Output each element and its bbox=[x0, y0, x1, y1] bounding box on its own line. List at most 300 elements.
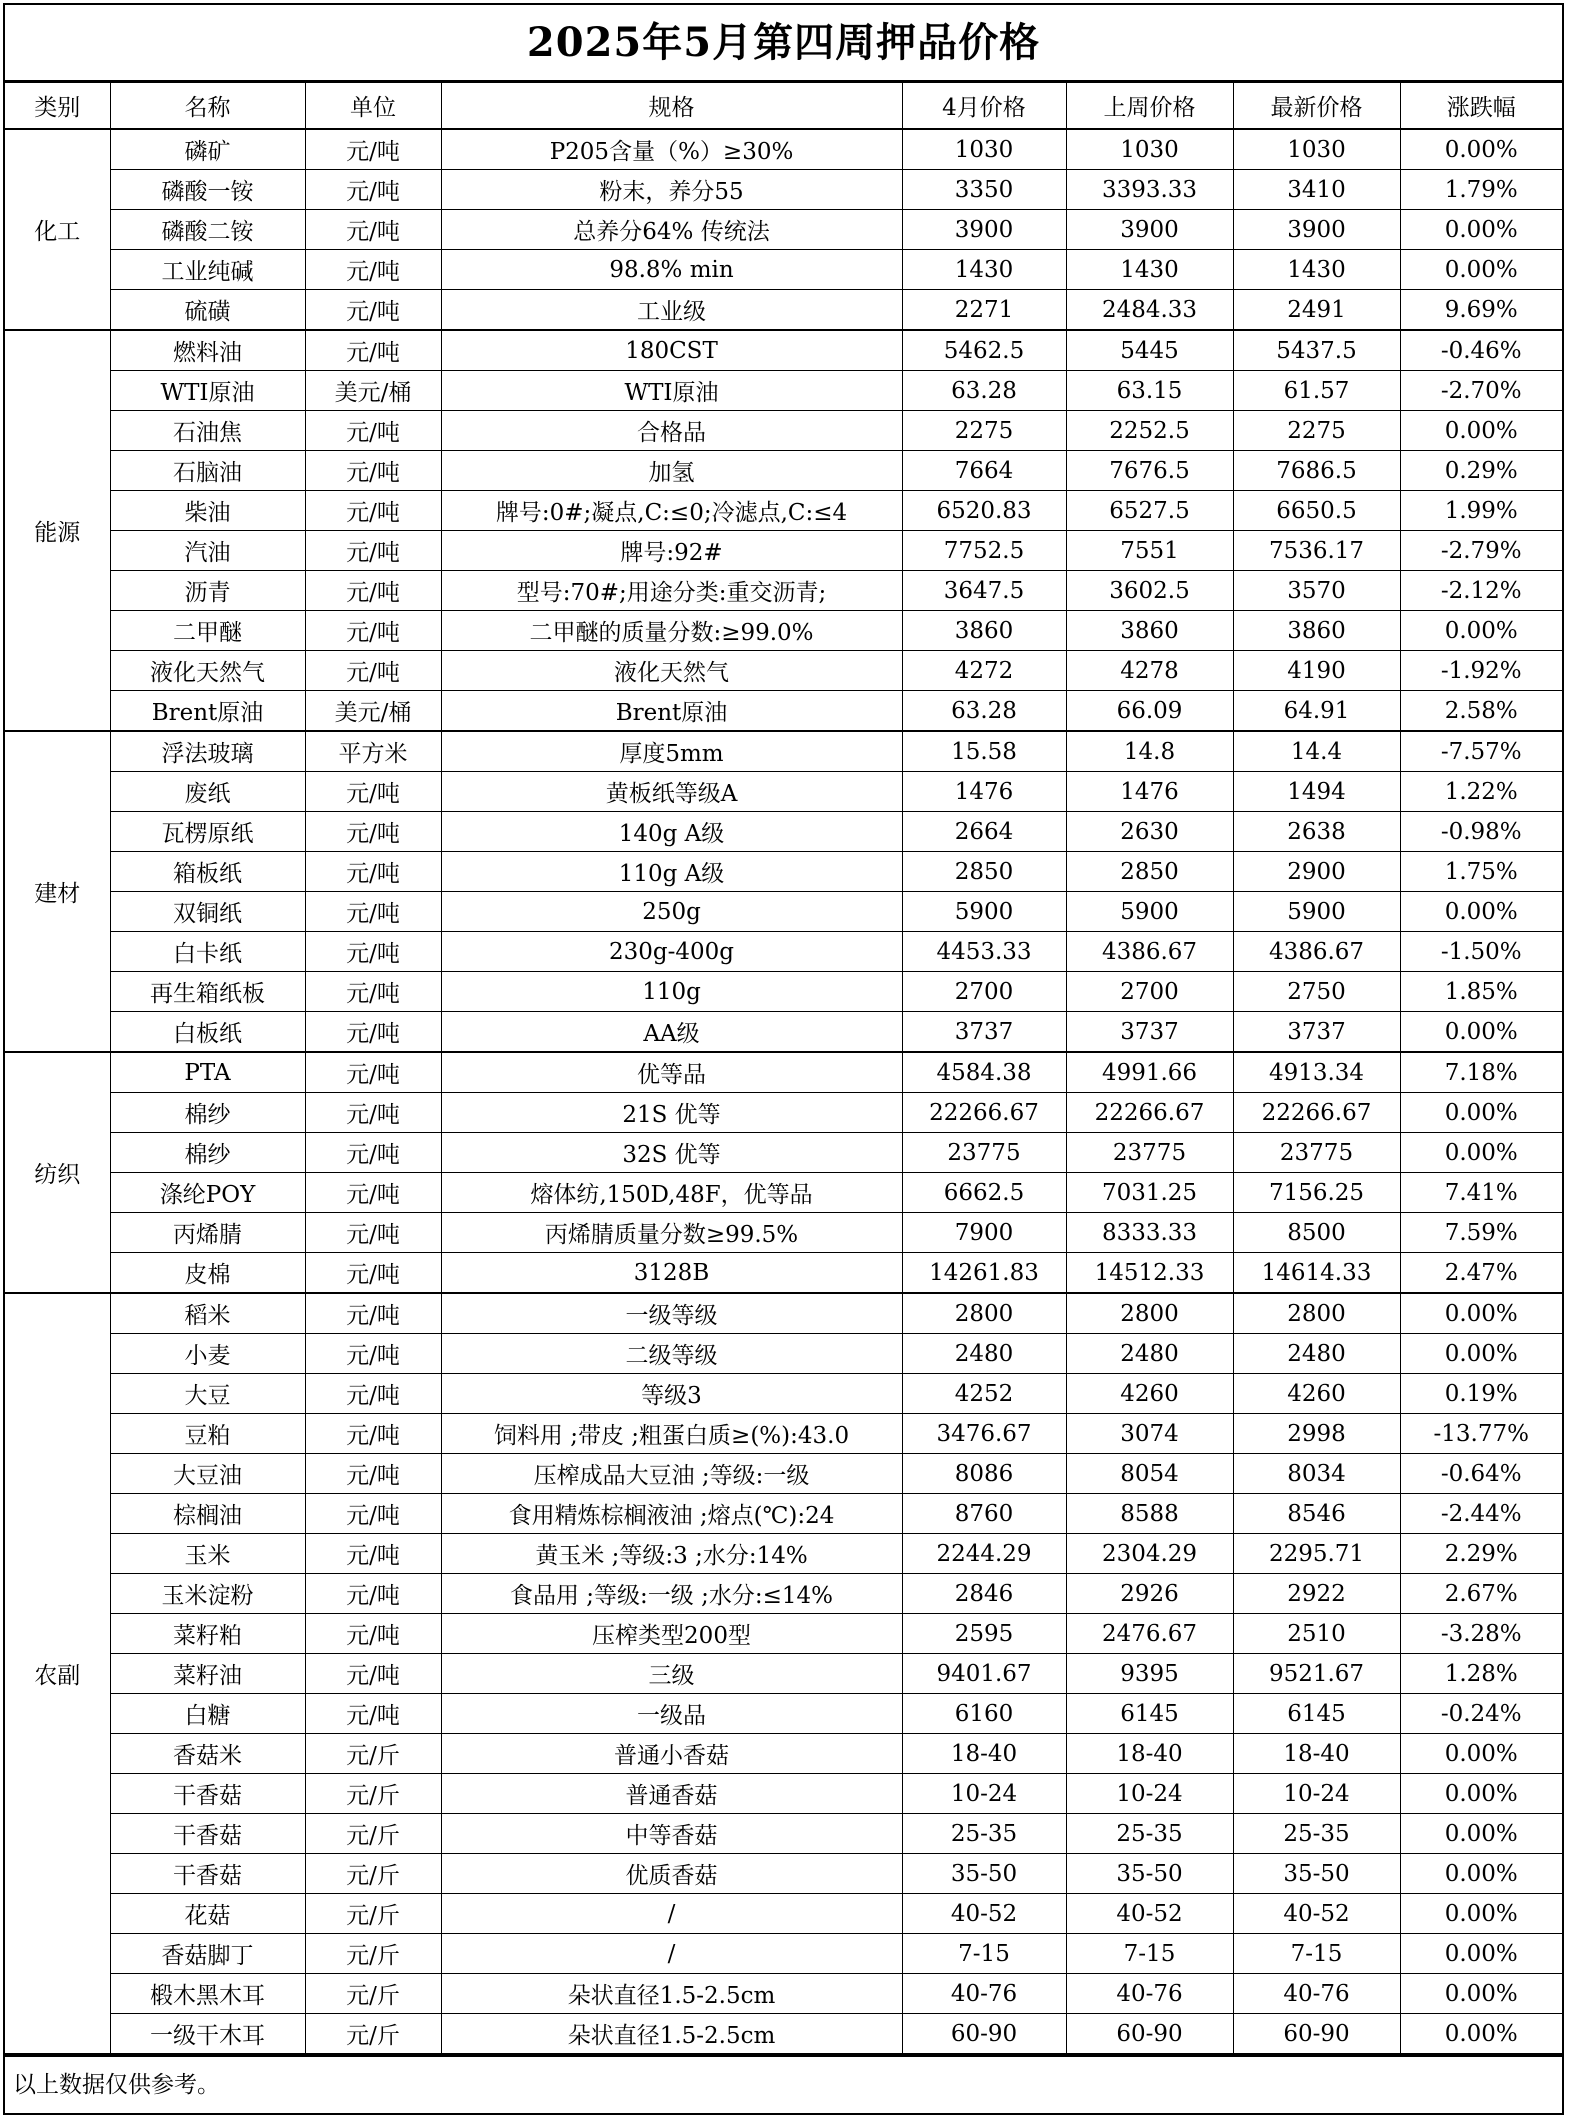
table-row bbox=[5, 812, 1562, 852]
latest-price-cell: 3860 bbox=[1233, 611, 1400, 651]
name-cell: 瓦楞原纸 bbox=[110, 812, 305, 852]
table-row bbox=[5, 1614, 1562, 1654]
change-cell: 0.00% bbox=[1400, 611, 1562, 651]
last-week-price-cell: 23775 bbox=[1066, 1133, 1233, 1173]
header-last-week-price: 上周价格 bbox=[1066, 83, 1233, 130]
april-price-cell: 63.28 bbox=[902, 691, 1066, 732]
change-cell: 1.28% bbox=[1400, 1654, 1562, 1694]
change-cell: -3.28% bbox=[1400, 1614, 1562, 1654]
table-row bbox=[5, 129, 1562, 170]
april-price-cell: 8760 bbox=[902, 1494, 1066, 1534]
unit-cell: 元/吨 bbox=[305, 129, 441, 170]
table-row bbox=[5, 651, 1562, 691]
last-week-price-cell: 6527.5 bbox=[1066, 491, 1233, 531]
latest-price-cell: 2900 bbox=[1233, 852, 1400, 892]
april-price-cell: 1476 bbox=[902, 772, 1066, 812]
name-cell: 燃料油 bbox=[110, 330, 305, 371]
latest-price-cell: 2275 bbox=[1233, 411, 1400, 451]
change-cell: 1.22% bbox=[1400, 772, 1562, 812]
latest-price-cell: 4190 bbox=[1233, 651, 1400, 691]
unit-cell: 元/吨 bbox=[305, 932, 441, 972]
name-cell: 工业纯碱 bbox=[110, 250, 305, 290]
name-cell: 大豆 bbox=[110, 1374, 305, 1414]
last-week-price-cell: 9395 bbox=[1066, 1654, 1233, 1694]
last-week-price-cell: 8333.33 bbox=[1066, 1213, 1233, 1253]
table-row bbox=[5, 330, 1562, 371]
change-cell: -2.44% bbox=[1400, 1494, 1562, 1534]
last-week-price-cell: 40-76 bbox=[1066, 1974, 1233, 2014]
table-row bbox=[5, 852, 1562, 892]
name-cell: 菜籽粕 bbox=[110, 1614, 305, 1654]
unit-cell: 平方米 bbox=[305, 731, 441, 772]
last-week-price-cell: 2630 bbox=[1066, 812, 1233, 852]
latest-price-cell: 2922 bbox=[1233, 1574, 1400, 1614]
unit-cell: 元/吨 bbox=[305, 812, 441, 852]
spec-cell: 总养分64% 传统法 bbox=[441, 210, 902, 250]
unit-cell: 元/吨 bbox=[305, 1133, 441, 1173]
april-price-cell: 10-24 bbox=[902, 1774, 1066, 1814]
name-cell: 干香菇 bbox=[110, 1774, 305, 1814]
change-cell: 0.00% bbox=[1400, 1093, 1562, 1133]
unit-cell: 元/斤 bbox=[305, 1974, 441, 2014]
name-cell: 椴木黑木耳 bbox=[110, 1974, 305, 2014]
spec-cell: 牌号:0#;凝点,C:≤0;冷滤点,C:≤4 bbox=[441, 491, 902, 531]
latest-price-cell: 2480 bbox=[1233, 1334, 1400, 1374]
unit-cell: 元/吨 bbox=[305, 1454, 441, 1494]
april-price-cell: 3900 bbox=[902, 210, 1066, 250]
april-price-cell: 4584.38 bbox=[902, 1052, 1066, 1093]
unit-cell: 元/吨 bbox=[305, 290, 441, 331]
spec-cell: 一级等级 bbox=[441, 1293, 902, 1334]
spec-cell: AA级 bbox=[441, 1012, 902, 1053]
change-cell: 0.00% bbox=[1400, 1854, 1562, 1894]
last-week-price-cell: 63.15 bbox=[1066, 371, 1233, 411]
unit-cell: 元/吨 bbox=[305, 250, 441, 290]
table-row bbox=[5, 972, 1562, 1012]
april-price-cell: 9401.67 bbox=[902, 1654, 1066, 1694]
unit-cell: 元/斤 bbox=[305, 1814, 441, 1854]
april-price-cell: 2800 bbox=[902, 1293, 1066, 1334]
latest-price-cell: 5437.5 bbox=[1233, 330, 1400, 371]
change-cell: 0.00% bbox=[1400, 250, 1562, 290]
latest-price-cell: 7536.17 bbox=[1233, 531, 1400, 571]
last-week-price-cell: 66.09 bbox=[1066, 691, 1233, 732]
last-week-price-cell: 2700 bbox=[1066, 972, 1233, 1012]
unit-cell: 元/斤 bbox=[305, 1894, 441, 1934]
change-cell: -7.57% bbox=[1400, 731, 1562, 772]
spec-cell: 型号:70#;用途分类:重交沥青; bbox=[441, 571, 902, 611]
table-row bbox=[5, 1534, 1562, 1574]
change-cell: -0.64% bbox=[1400, 1454, 1562, 1494]
latest-price-cell: 23775 bbox=[1233, 1133, 1400, 1173]
spec-cell: 180CST bbox=[441, 330, 902, 371]
april-price-cell: 5462.5 bbox=[902, 330, 1066, 371]
latest-price-cell: 3570 bbox=[1233, 571, 1400, 611]
last-week-price-cell: 4991.66 bbox=[1066, 1052, 1233, 1093]
spec-cell: 优质香菇 bbox=[441, 1854, 902, 1894]
change-cell: 0.00% bbox=[1400, 411, 1562, 451]
spec-cell: 加氢 bbox=[441, 451, 902, 491]
name-cell: 皮棉 bbox=[110, 1253, 305, 1294]
change-cell: 0.00% bbox=[1400, 1894, 1562, 1934]
latest-price-cell: 4386.67 bbox=[1233, 932, 1400, 972]
spec-cell: 中等香菇 bbox=[441, 1814, 902, 1854]
last-week-price-cell: 10-24 bbox=[1066, 1774, 1233, 1814]
price-table bbox=[5, 82, 1562, 2055]
unit-cell: 元/吨 bbox=[305, 451, 441, 491]
april-price-cell: 40-76 bbox=[902, 1974, 1066, 2014]
april-price-cell: 23775 bbox=[902, 1133, 1066, 1173]
last-week-price-cell: 5445 bbox=[1066, 330, 1233, 371]
name-cell: 棕榈油 bbox=[110, 1494, 305, 1534]
unit-cell: 元/吨 bbox=[305, 170, 441, 210]
change-cell: 0.00% bbox=[1400, 892, 1562, 932]
spec-cell: Brent原油 bbox=[441, 691, 902, 732]
latest-price-cell: 14.4 bbox=[1233, 731, 1400, 772]
latest-price-cell: 6650.5 bbox=[1233, 491, 1400, 531]
last-week-price-cell: 2850 bbox=[1066, 852, 1233, 892]
latest-price-cell: 6145 bbox=[1233, 1694, 1400, 1734]
change-cell: 0.00% bbox=[1400, 1934, 1562, 1974]
spec-cell: 98.8% min bbox=[441, 250, 902, 290]
spec-cell: 液化天然气 bbox=[441, 651, 902, 691]
unit-cell: 元/吨 bbox=[305, 1052, 441, 1093]
last-week-price-cell: 2800 bbox=[1066, 1293, 1233, 1334]
april-price-cell: 6520.83 bbox=[902, 491, 1066, 531]
table-row bbox=[5, 571, 1562, 611]
unit-cell: 元/斤 bbox=[305, 1934, 441, 1974]
spec-cell: 食品用 ;等级:一级 ;水分:≤14% bbox=[441, 1574, 902, 1614]
table-row bbox=[5, 731, 1562, 772]
spec-cell: 朵状直径1.5-2.5cm bbox=[441, 2014, 902, 2055]
name-cell: 石脑油 bbox=[110, 451, 305, 491]
april-price-cell: 3860 bbox=[902, 611, 1066, 651]
header-latest-price: 最新价格 bbox=[1233, 83, 1400, 130]
table-row bbox=[5, 1494, 1562, 1534]
name-cell: 涤纶POY bbox=[110, 1173, 305, 1213]
table-row bbox=[5, 1894, 1562, 1934]
april-price-cell: 3476.67 bbox=[902, 1414, 1066, 1454]
change-cell: 0.00% bbox=[1400, 1133, 1562, 1173]
last-week-price-cell: 2252.5 bbox=[1066, 411, 1233, 451]
name-cell: PTA bbox=[110, 1052, 305, 1093]
table-row bbox=[5, 1213, 1562, 1253]
header-unit: 单位 bbox=[305, 83, 441, 130]
spec-cell: 三级 bbox=[441, 1654, 902, 1694]
name-cell: 白糖 bbox=[110, 1694, 305, 1734]
name-cell: 丙烯腈 bbox=[110, 1213, 305, 1253]
unit-cell: 元/吨 bbox=[305, 1574, 441, 1614]
april-price-cell: 4252 bbox=[902, 1374, 1066, 1414]
change-cell: 0.00% bbox=[1400, 1774, 1562, 1814]
last-week-price-cell: 1030 bbox=[1066, 129, 1233, 170]
last-week-price-cell: 1476 bbox=[1066, 772, 1233, 812]
change-cell: -0.98% bbox=[1400, 812, 1562, 852]
latest-price-cell: 1494 bbox=[1233, 772, 1400, 812]
unit-cell: 元/吨 bbox=[305, 772, 441, 812]
last-week-price-cell: 2480 bbox=[1066, 1334, 1233, 1374]
table-row bbox=[5, 1293, 1562, 1334]
latest-price-cell: 18-40 bbox=[1233, 1734, 1400, 1774]
april-price-cell: 3350 bbox=[902, 170, 1066, 210]
name-cell: 小麦 bbox=[110, 1334, 305, 1374]
spec-cell: / bbox=[441, 1934, 902, 1974]
april-price-cell: 6160 bbox=[902, 1694, 1066, 1734]
april-price-cell: 2846 bbox=[902, 1574, 1066, 1614]
last-week-price-cell: 2926 bbox=[1066, 1574, 1233, 1614]
unit-cell: 元/吨 bbox=[305, 1012, 441, 1053]
table-row bbox=[5, 772, 1562, 812]
april-price-cell: 1030 bbox=[902, 129, 1066, 170]
spec-cell: 优等品 bbox=[441, 1052, 902, 1093]
unit-cell: 元/吨 bbox=[305, 972, 441, 1012]
last-week-price-cell: 7676.5 bbox=[1066, 451, 1233, 491]
name-cell: 石油焦 bbox=[110, 411, 305, 451]
unit-cell: 元/斤 bbox=[305, 1854, 441, 1894]
table-row bbox=[5, 1012, 1562, 1053]
april-price-cell: 2595 bbox=[902, 1614, 1066, 1654]
change-cell: 0.00% bbox=[1400, 1334, 1562, 1374]
table-row bbox=[5, 1774, 1562, 1814]
unit-cell: 元/吨 bbox=[305, 1173, 441, 1213]
unit-cell: 元/斤 bbox=[305, 1734, 441, 1774]
latest-price-cell: 14614.33 bbox=[1233, 1253, 1400, 1294]
name-cell: 棉纱 bbox=[110, 1133, 305, 1173]
name-cell: Brent原油 bbox=[110, 691, 305, 732]
footnote: 以上数据仅供参考。 bbox=[5, 2055, 1562, 2113]
latest-price-cell: 4260 bbox=[1233, 1374, 1400, 1414]
spec-cell: 250g bbox=[441, 892, 902, 932]
unit-cell: 元/吨 bbox=[305, 1494, 441, 1534]
unit-cell: 元/吨 bbox=[305, 1614, 441, 1654]
name-cell: 白卡纸 bbox=[110, 932, 305, 972]
table-row bbox=[5, 691, 1562, 732]
name-cell: 白板纸 bbox=[110, 1012, 305, 1053]
spec-cell: P205含量（%）≥30% bbox=[441, 129, 902, 170]
april-price-cell: 7752.5 bbox=[902, 531, 1066, 571]
april-price-cell: 2275 bbox=[902, 411, 1066, 451]
category-cell: 农副 bbox=[5, 1293, 110, 2054]
spec-cell: WTI原油 bbox=[441, 371, 902, 411]
spec-cell: 饲料用 ;带皮 ;粗蛋白质≥(%):43.0 bbox=[441, 1414, 902, 1454]
last-week-price-cell: 1430 bbox=[1066, 250, 1233, 290]
latest-price-cell: 40-76 bbox=[1233, 1974, 1400, 2014]
spec-cell: 黄板纸等级A bbox=[441, 772, 902, 812]
april-price-cell: 7664 bbox=[902, 451, 1066, 491]
header-spec: 规格 bbox=[441, 83, 902, 130]
table-row bbox=[5, 1934, 1562, 1974]
table-row bbox=[5, 1694, 1562, 1734]
name-cell: 花菇 bbox=[110, 1894, 305, 1934]
unit-cell: 元/吨 bbox=[305, 1694, 441, 1734]
unit-cell: 元/吨 bbox=[305, 1213, 441, 1253]
latest-price-cell: 40-52 bbox=[1233, 1894, 1400, 1934]
spec-cell: 厚度5mm bbox=[441, 731, 902, 772]
unit-cell: 元/吨 bbox=[305, 411, 441, 451]
name-cell: 干香菇 bbox=[110, 1854, 305, 1894]
table-row bbox=[5, 531, 1562, 571]
change-cell: -2.70% bbox=[1400, 371, 1562, 411]
header-category: 类别 bbox=[5, 83, 110, 130]
change-cell: 0.00% bbox=[1400, 129, 1562, 170]
last-week-price-cell: 18-40 bbox=[1066, 1734, 1233, 1774]
change-cell: 1.75% bbox=[1400, 852, 1562, 892]
name-cell: 一级干木耳 bbox=[110, 2014, 305, 2055]
spec-cell: 21S 优等 bbox=[441, 1093, 902, 1133]
latest-price-cell: 1030 bbox=[1233, 129, 1400, 170]
latest-price-cell: 3737 bbox=[1233, 1012, 1400, 1053]
name-cell: 玉米 bbox=[110, 1534, 305, 1574]
april-price-cell: 60-90 bbox=[902, 2014, 1066, 2055]
last-week-price-cell: 6145 bbox=[1066, 1694, 1233, 1734]
table-row bbox=[5, 1374, 1562, 1414]
change-cell: -0.24% bbox=[1400, 1694, 1562, 1734]
last-week-price-cell: 3393.33 bbox=[1066, 170, 1233, 210]
april-price-cell: 25-35 bbox=[902, 1814, 1066, 1854]
april-price-cell: 3647.5 bbox=[902, 571, 1066, 611]
spec-cell: 牌号:92# bbox=[441, 531, 902, 571]
spec-cell: 黄玉米 ;等级:3 ;水分:14% bbox=[441, 1534, 902, 1574]
april-price-cell: 3737 bbox=[902, 1012, 1066, 1053]
april-price-cell: 4272 bbox=[902, 651, 1066, 691]
latest-price-cell: 7156.25 bbox=[1233, 1173, 1400, 1213]
table-row bbox=[5, 1814, 1562, 1854]
spec-cell: 食用精炼棕榈液油 ;熔点(℃):24 bbox=[441, 1494, 902, 1534]
change-cell: -1.92% bbox=[1400, 651, 1562, 691]
last-week-price-cell: 7551 bbox=[1066, 531, 1233, 571]
spec-cell: 粉末，养分55 bbox=[441, 170, 902, 210]
category-cell: 建材 bbox=[5, 731, 110, 1052]
change-cell: 0.19% bbox=[1400, 1374, 1562, 1414]
name-cell: 稻米 bbox=[110, 1293, 305, 1334]
spec-cell: 合格品 bbox=[441, 411, 902, 451]
spec-cell: 一级品 bbox=[441, 1694, 902, 1734]
unit-cell: 元/吨 bbox=[305, 611, 441, 651]
name-cell: 再生箱纸板 bbox=[110, 972, 305, 1012]
latest-price-cell: 3410 bbox=[1233, 170, 1400, 210]
unit-cell: 元/吨 bbox=[305, 1654, 441, 1694]
unit-cell: 元/吨 bbox=[305, 1374, 441, 1414]
latest-price-cell: 7686.5 bbox=[1233, 451, 1400, 491]
april-price-cell: 18-40 bbox=[902, 1734, 1066, 1774]
table-row bbox=[5, 1133, 1562, 1173]
april-price-cell: 22266.67 bbox=[902, 1093, 1066, 1133]
april-price-cell: 2244.29 bbox=[902, 1534, 1066, 1574]
last-week-price-cell: 4386.67 bbox=[1066, 932, 1233, 972]
change-cell: 2.47% bbox=[1400, 1253, 1562, 1294]
name-cell: 箱板纸 bbox=[110, 852, 305, 892]
last-week-price-cell: 8054 bbox=[1066, 1454, 1233, 1494]
latest-price-cell: 3900 bbox=[1233, 210, 1400, 250]
table-row bbox=[5, 1974, 1562, 2014]
table-row bbox=[5, 210, 1562, 250]
latest-price-cell: 61.57 bbox=[1233, 371, 1400, 411]
change-cell: -2.79% bbox=[1400, 531, 1562, 571]
change-cell: 2.29% bbox=[1400, 1534, 1562, 1574]
last-week-price-cell: 4260 bbox=[1066, 1374, 1233, 1414]
change-cell: -13.77% bbox=[1400, 1414, 1562, 1454]
latest-price-cell: 35-50 bbox=[1233, 1854, 1400, 1894]
last-week-price-cell: 14.8 bbox=[1066, 731, 1233, 772]
name-cell: 废纸 bbox=[110, 772, 305, 812]
april-price-cell: 2480 bbox=[902, 1334, 1066, 1374]
last-week-price-cell: 60-90 bbox=[1066, 2014, 1233, 2055]
latest-price-cell: 25-35 bbox=[1233, 1814, 1400, 1854]
table-row bbox=[5, 290, 1562, 331]
latest-price-cell: 2510 bbox=[1233, 1614, 1400, 1654]
spec-cell: 32S 优等 bbox=[441, 1133, 902, 1173]
last-week-price-cell: 25-35 bbox=[1066, 1814, 1233, 1854]
change-cell: 7.41% bbox=[1400, 1173, 1562, 1213]
latest-price-cell: 2800 bbox=[1233, 1293, 1400, 1334]
spec-cell: 二级等级 bbox=[441, 1334, 902, 1374]
april-price-cell: 2664 bbox=[902, 812, 1066, 852]
unit-cell: 元/吨 bbox=[305, 210, 441, 250]
name-cell: 液化天然气 bbox=[110, 651, 305, 691]
table-row bbox=[5, 371, 1562, 411]
name-cell: 香菇米 bbox=[110, 1734, 305, 1774]
latest-price-cell: 5900 bbox=[1233, 892, 1400, 932]
last-week-price-cell: 8588 bbox=[1066, 1494, 1233, 1534]
name-cell: 香菇脚丁 bbox=[110, 1934, 305, 1974]
unit-cell: 元/吨 bbox=[305, 1093, 441, 1133]
spec-cell: 朵状直径1.5-2.5cm bbox=[441, 1974, 902, 2014]
latest-price-cell: 4913.34 bbox=[1233, 1052, 1400, 1093]
change-cell: 0.00% bbox=[1400, 1974, 1562, 2014]
table-row bbox=[5, 1854, 1562, 1894]
latest-price-cell: 2638 bbox=[1233, 812, 1400, 852]
spec-cell: 110g A级 bbox=[441, 852, 902, 892]
change-cell: 1.79% bbox=[1400, 170, 1562, 210]
spec-cell: 压榨类型200型 bbox=[441, 1614, 902, 1654]
latest-price-cell: 9521.67 bbox=[1233, 1654, 1400, 1694]
spec-cell: / bbox=[441, 1894, 902, 1934]
latest-price-cell: 8500 bbox=[1233, 1213, 1400, 1253]
april-price-cell: 2271 bbox=[902, 290, 1066, 331]
spec-cell: 丙烯腈质量分数≥99.5% bbox=[441, 1213, 902, 1253]
last-week-price-cell: 5900 bbox=[1066, 892, 1233, 932]
latest-price-cell: 8546 bbox=[1233, 1494, 1400, 1534]
table-row bbox=[5, 611, 1562, 651]
latest-price-cell: 60-90 bbox=[1233, 2014, 1400, 2055]
april-price-cell: 7-15 bbox=[902, 1934, 1066, 1974]
last-week-price-cell: 2476.67 bbox=[1066, 1614, 1233, 1654]
latest-price-cell: 64.91 bbox=[1233, 691, 1400, 732]
header-april-price: 4月价格 bbox=[902, 83, 1066, 130]
april-price-cell: 63.28 bbox=[902, 371, 1066, 411]
latest-price-cell: 22266.67 bbox=[1233, 1093, 1400, 1133]
table-header-row bbox=[5, 83, 1562, 130]
unit-cell: 元/吨 bbox=[305, 1253, 441, 1294]
name-cell: 磷酸一铵 bbox=[110, 170, 305, 210]
april-price-cell: 14261.83 bbox=[902, 1253, 1066, 1294]
spec-cell: 熔体纺,150D,48F，优等品 bbox=[441, 1173, 902, 1213]
april-price-cell: 6662.5 bbox=[902, 1173, 1066, 1213]
unit-cell: 元/斤 bbox=[305, 1774, 441, 1814]
table-row bbox=[5, 1734, 1562, 1774]
name-cell: 双铜纸 bbox=[110, 892, 305, 932]
last-week-price-cell: 14512.33 bbox=[1066, 1253, 1233, 1294]
latest-price-cell: 8034 bbox=[1233, 1454, 1400, 1494]
april-price-cell: 8086 bbox=[902, 1454, 1066, 1494]
unit-cell: 美元/桶 bbox=[305, 691, 441, 732]
april-price-cell: 40-52 bbox=[902, 1894, 1066, 1934]
latest-price-cell: 1430 bbox=[1233, 250, 1400, 290]
category-cell: 纺织 bbox=[5, 1052, 110, 1293]
last-week-price-cell: 3737 bbox=[1066, 1012, 1233, 1053]
table-row bbox=[5, 451, 1562, 491]
april-price-cell: 7900 bbox=[902, 1213, 1066, 1253]
